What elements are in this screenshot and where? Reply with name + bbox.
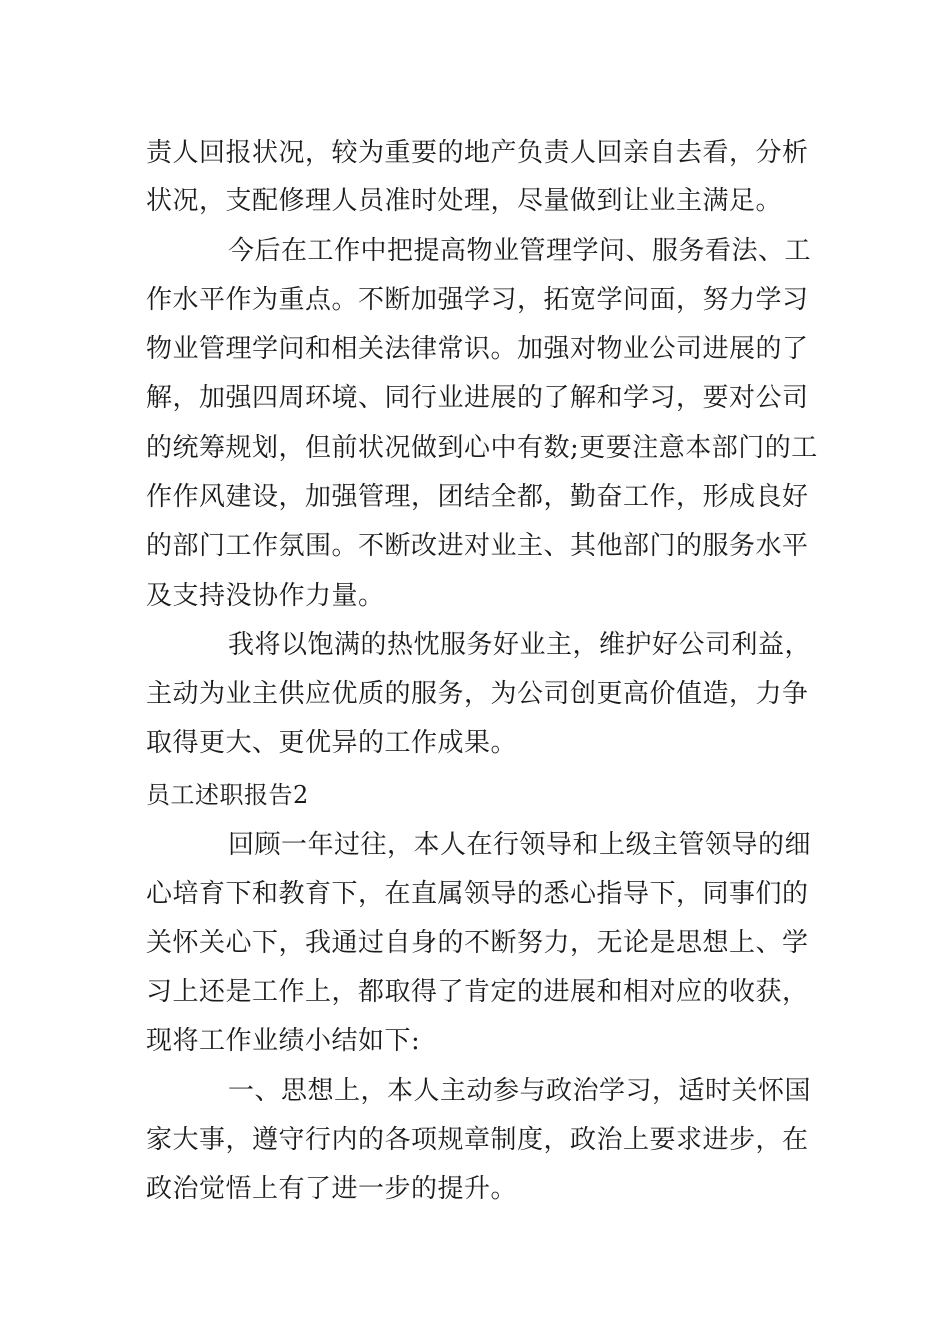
paragraph-start-line: 一、思想上，本人主动参与政治学习，适时关怀国 bbox=[228, 1076, 812, 1106]
text-line: 责人回报状况，较为重要的地产负责人回亲自去看，分析 bbox=[146, 138, 809, 168]
paragraph-start-line: 回顾一年过往，本人在行领导和上级主管领导的细 bbox=[228, 830, 812, 860]
paragraph-start-line: 今后在工作中把提高物业管理学问、服务看法、工 bbox=[228, 236, 812, 266]
text-line: 主动为业主供应优质的服务，为公司创更高价值造，力争 bbox=[146, 679, 809, 709]
text-line: 家大事，遵守行内的各项规章制度，政治上要求进步，在 bbox=[146, 1125, 809, 1155]
text-line: 物业管理学问和相关法律常识。加强对物业公司进展的了 bbox=[146, 334, 809, 364]
section-heading: 员工述职报告2 bbox=[146, 781, 309, 809]
text-line: 作水平作为重点。不断加强学习，拓宽学问面，努力学习 bbox=[146, 285, 809, 315]
paragraph-start-line: 我将以饱满的热忱服务好业主，维护好公司利益， bbox=[228, 630, 812, 660]
text-line: 的统筹规划，但前状况做到心中有数;更要注意本部门的工 bbox=[146, 433, 818, 463]
text-line: 作作风建设，加强管理，团结全都，勤奋工作，形成良好 bbox=[146, 482, 809, 512]
text-line: 政治觉悟上有了进一步的提升。 bbox=[146, 1174, 518, 1204]
text-line: 关怀关心下，我通过自身的不断努力，无论是思想上、学 bbox=[146, 928, 809, 958]
text-line: 取得更大、更优异的工作成果。 bbox=[146, 728, 518, 758]
text-line: 解，加强四周环境、同行业进展的了解和学习，要对公司 bbox=[146, 383, 809, 413]
text-line: 习上还是工作上，都取得了肯定的进展和相对应的收获， bbox=[146, 977, 809, 1007]
text-line: 现将工作业绩小结如下: bbox=[146, 1026, 421, 1056]
text-line: 及支持没协作力量。 bbox=[146, 581, 385, 611]
text-line: 的部门工作氛围。不断改进对业主、其他部门的服务水平 bbox=[146, 531, 809, 561]
text-line: 心培育下和教育下，在直属领导的悉心指导下，同事们的 bbox=[146, 879, 809, 909]
text-line: 状况，支配修理人员准时处理，尽量做到让业主满足。 bbox=[146, 186, 783, 216]
